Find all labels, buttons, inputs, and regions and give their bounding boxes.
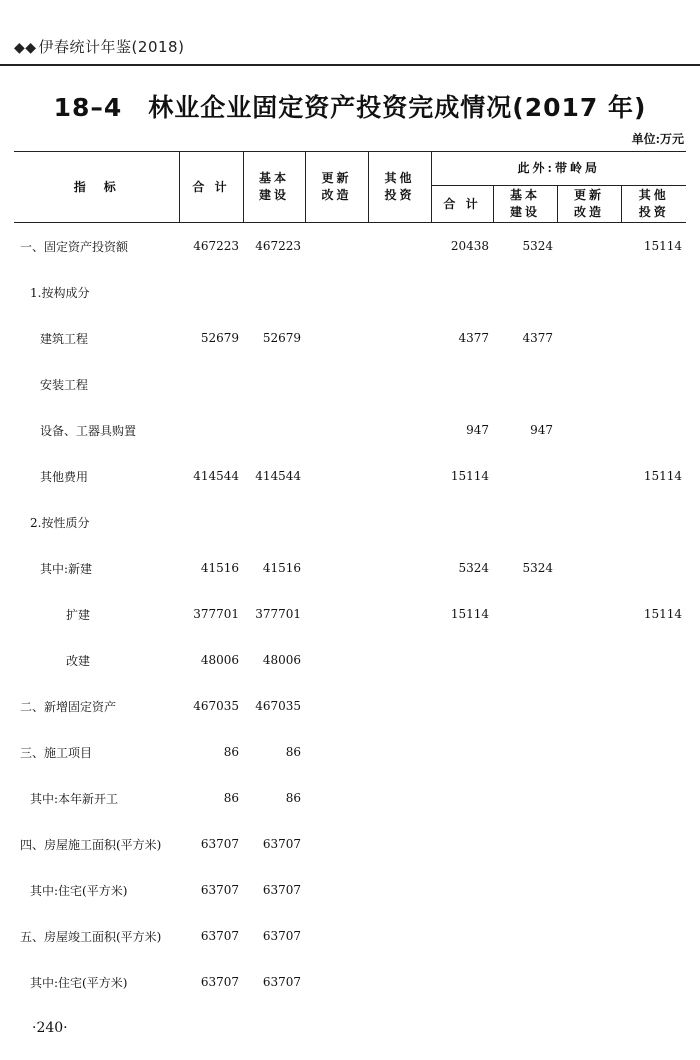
row-value (493, 453, 557, 499)
row-value (368, 223, 431, 270)
table-row (14, 775, 686, 821)
row-value (493, 867, 557, 913)
row-value: 48006 (200, 653, 239, 667)
row-value: 52679 (200, 331, 239, 345)
row-value: 63707 (262, 929, 301, 943)
table-row (14, 315, 686, 361)
row-value (305, 315, 368, 361)
row-value (557, 361, 621, 407)
row-value: 63707 (200, 929, 239, 943)
row-value (431, 499, 493, 545)
row-value (557, 821, 621, 867)
row-value (305, 407, 368, 453)
row-value (368, 913, 431, 959)
row-value: 467035 (255, 699, 301, 713)
row-value (305, 361, 368, 407)
header-total: 合 计 (179, 152, 243, 223)
row-value (557, 499, 621, 545)
row-value (305, 637, 368, 683)
row-value: 20438 (450, 239, 489, 253)
table-row (14, 407, 686, 453)
row-value (368, 453, 431, 499)
row-value (431, 729, 493, 775)
table-row (14, 545, 686, 591)
row-value: 86 (223, 745, 239, 759)
row-value (557, 637, 621, 683)
table-row (14, 223, 686, 270)
row-value (621, 913, 686, 959)
row-value (557, 683, 621, 729)
row-value (431, 361, 493, 407)
row-value (305, 591, 368, 637)
row-value: 467035 (193, 699, 239, 713)
row-value: 947 (530, 423, 553, 437)
table-row (14, 591, 686, 637)
row-value (557, 867, 621, 913)
row-value (368, 729, 431, 775)
row-value: 15114 (643, 469, 682, 483)
row-value: 414544 (255, 469, 301, 483)
table-row (14, 821, 686, 867)
row-value (493, 821, 557, 867)
row-value (493, 269, 557, 315)
row-value: 63707 (262, 837, 301, 851)
row-value (368, 361, 431, 407)
row-value (493, 591, 557, 637)
row-value (493, 959, 557, 1005)
row-value: 467223 (193, 239, 239, 253)
yearbook-title: 伊春统计年鉴(2018) (38, 38, 185, 56)
row-value (243, 499, 305, 545)
row-value (621, 407, 686, 453)
row-value (368, 591, 431, 637)
row-value: 467223 (255, 239, 301, 253)
row-label: 1.按构成分 (30, 285, 90, 300)
row-value (557, 315, 621, 361)
row-value (368, 959, 431, 1005)
row-label: 设备、工器具购置 (40, 423, 137, 438)
row-value: 5324 (458, 561, 489, 575)
row-value: 86 (285, 791, 301, 805)
row-value (557, 223, 621, 270)
row-value: 41516 (200, 561, 239, 575)
row-value (305, 683, 368, 729)
row-value: 63707 (200, 837, 239, 851)
row-label: 建筑工程 (40, 331, 89, 346)
row-value: 15114 (450, 469, 489, 483)
row-value (621, 775, 686, 821)
row-value (305, 545, 368, 591)
row-value (621, 729, 686, 775)
row-value (557, 591, 621, 637)
table-title: 18–4 林业企业固定资产投资完成情况(2017 年) (53, 93, 647, 122)
row-value (621, 361, 686, 407)
row-value (368, 867, 431, 913)
row-value (243, 269, 305, 315)
row-value (493, 499, 557, 545)
row-value (305, 913, 368, 959)
row-value: 63707 (262, 975, 301, 989)
row-value (431, 775, 493, 821)
row-value: 5324 (522, 239, 553, 253)
running-head (14, 36, 184, 57)
row-value: 86 (223, 791, 239, 805)
row-value: 15114 (643, 239, 682, 253)
row-value: 63707 (200, 883, 239, 897)
row-value: 4377 (522, 331, 553, 345)
row-value: 4377 (458, 331, 489, 345)
row-value (305, 269, 368, 315)
row-value (431, 867, 493, 913)
investment-table (14, 151, 686, 1005)
row-value: 15114 (643, 607, 682, 621)
row-value (431, 821, 493, 867)
row-label: 改建 (66, 653, 91, 668)
row-value (431, 269, 493, 315)
row-value (621, 269, 686, 315)
row-value (493, 775, 557, 821)
page-number: ·240· (32, 1020, 68, 1036)
header-group-dailing: 此外:带岭局 (431, 152, 686, 186)
row-value: 5324 (522, 561, 553, 575)
row-value: 15114 (450, 607, 489, 621)
row-label: 2.按性质分 (30, 515, 90, 530)
row-value (368, 499, 431, 545)
row-value (305, 729, 368, 775)
table-row (14, 361, 686, 407)
row-label: 其他费用 (40, 469, 89, 484)
row-value (557, 729, 621, 775)
row-label: 其中:新建 (40, 561, 93, 576)
row-value (179, 407, 243, 453)
row-value (621, 821, 686, 867)
row-value: 48006 (262, 653, 301, 667)
row-value (621, 315, 686, 361)
header-renovation: 更新 改造 (305, 152, 368, 223)
row-label: 五、房屋竣工面积(平方米) (20, 929, 162, 944)
row-label: 安装工程 (40, 377, 89, 392)
row-value (493, 913, 557, 959)
table-body (14, 223, 686, 1006)
header-sub-basic-construction: 基本 建设 (493, 186, 557, 223)
table-row (14, 913, 686, 959)
row-value (368, 407, 431, 453)
row-value (243, 361, 305, 407)
row-label: 三、施工项目 (20, 745, 93, 760)
row-value (557, 959, 621, 1005)
header-sub-other-investment: 其他 投资 (621, 186, 686, 223)
row-value (305, 775, 368, 821)
row-value (368, 269, 431, 315)
row-value (557, 269, 621, 315)
row-value (179, 361, 243, 407)
row-value (621, 683, 686, 729)
row-value (305, 821, 368, 867)
row-value (621, 637, 686, 683)
row-value (621, 499, 686, 545)
table-row (14, 269, 686, 315)
row-value (368, 637, 431, 683)
diamond-bullets-icon: ◆◆ (14, 40, 37, 56)
row-value (305, 223, 368, 270)
row-value (621, 545, 686, 591)
row-value (305, 499, 368, 545)
row-value (493, 683, 557, 729)
table-header (14, 152, 686, 223)
row-value (493, 729, 557, 775)
row-label: 扩建 (66, 607, 91, 622)
row-value (368, 683, 431, 729)
row-value (368, 315, 431, 361)
row-value: 377701 (255, 607, 301, 621)
row-value (368, 545, 431, 591)
row-value (431, 959, 493, 1005)
row-value: 947 (466, 423, 489, 437)
table-row (14, 729, 686, 775)
row-value (493, 637, 557, 683)
row-value (179, 499, 243, 545)
row-value (368, 775, 431, 821)
row-value (305, 959, 368, 1005)
row-label: 二、新增固定资产 (20, 699, 117, 714)
row-label: 其中:本年新开工 (30, 791, 119, 806)
row-value (557, 775, 621, 821)
row-value (493, 361, 557, 407)
table-row (14, 867, 686, 913)
row-value: 52679 (262, 331, 301, 345)
header-other-investment: 其他 投资 (368, 152, 431, 223)
table-row (14, 499, 686, 545)
row-value: 41516 (262, 561, 301, 575)
row-value: 63707 (200, 975, 239, 989)
row-value (621, 959, 686, 1005)
header-basic-construction: 基本 建设 (243, 152, 305, 223)
table-row (14, 453, 686, 499)
row-value (557, 453, 621, 499)
row-label: 四、房屋施工面积(平方米) (20, 837, 162, 852)
table-row (14, 683, 686, 729)
row-value (243, 407, 305, 453)
row-value (179, 269, 243, 315)
row-label: 一、固定资产投资额 (20, 239, 129, 254)
row-value (431, 913, 493, 959)
row-value (431, 683, 493, 729)
row-label: 其中:住宅(平方米) (30, 883, 128, 898)
row-value (305, 453, 368, 499)
row-value: 414544 (193, 469, 239, 483)
table-row (14, 637, 686, 683)
header-sub-total: 合 计 (431, 186, 493, 223)
header-sub-renovation: 更新 改造 (557, 186, 621, 223)
row-value (305, 867, 368, 913)
row-value (557, 545, 621, 591)
row-value (557, 913, 621, 959)
table-row (14, 959, 686, 1005)
row-value (431, 637, 493, 683)
header-indicator: 指 标 (14, 152, 179, 223)
row-value: 377701 (193, 607, 239, 621)
header-rule (0, 64, 700, 66)
row-value (557, 407, 621, 453)
row-value (368, 821, 431, 867)
row-value (621, 867, 686, 913)
unit-note: 单位:万元 (631, 132, 684, 146)
row-value: 86 (285, 745, 301, 759)
row-label: 其中:住宅(平方米) (30, 975, 128, 990)
row-value: 63707 (262, 883, 301, 897)
